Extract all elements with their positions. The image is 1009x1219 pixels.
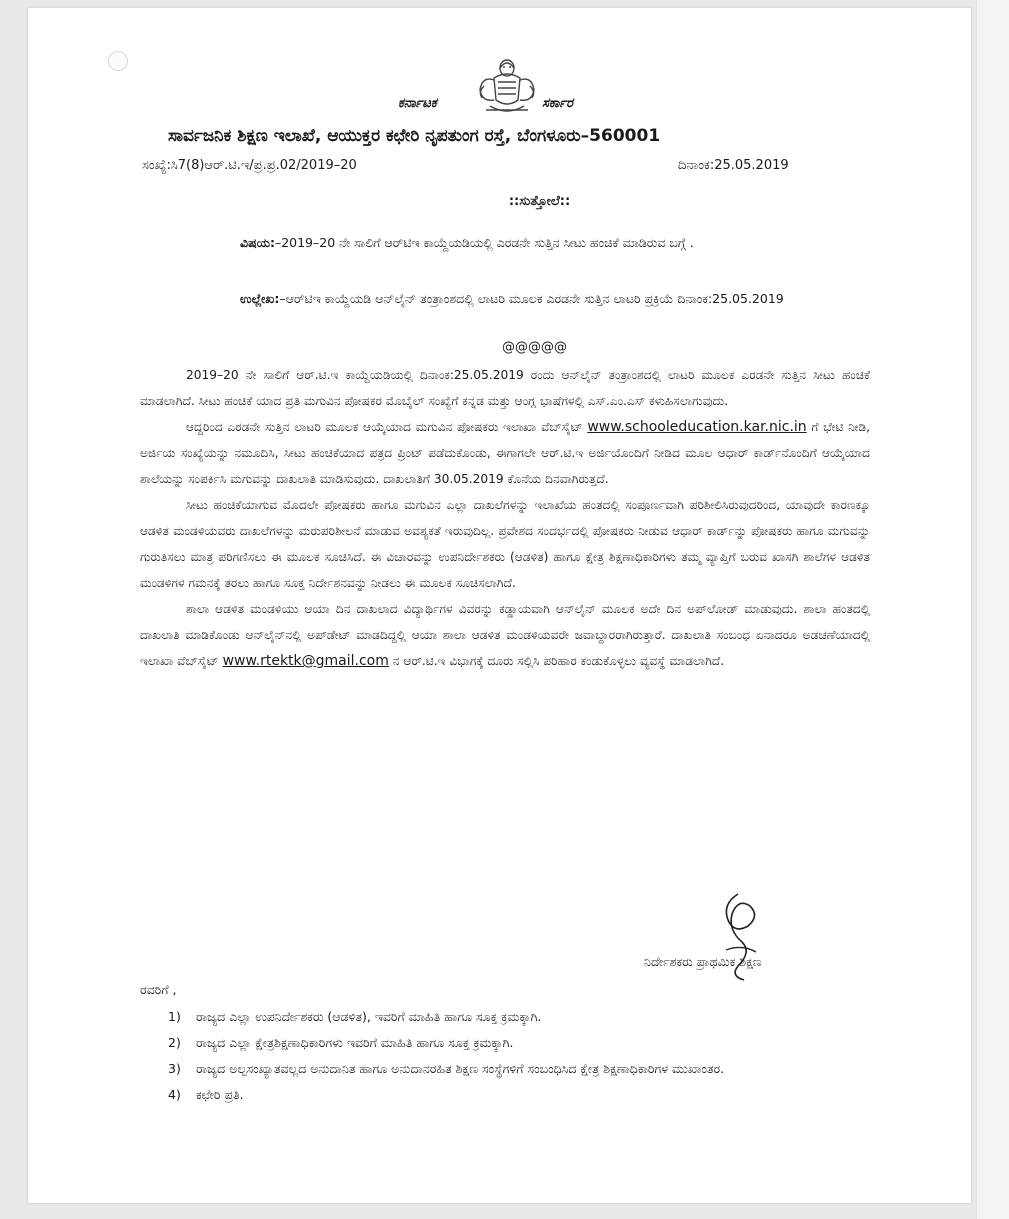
signature-mark — [708, 890, 768, 985]
subject-block — [240, 230, 810, 256]
state-name-left: ಕರ್ನಾಟಕ — [398, 96, 437, 111]
list-item-number: 3) — [168, 1061, 181, 1076]
list-item-text: ಕಛೇರಿ ಪ್ರತಿ. — [196, 1087, 244, 1102]
signatory-title: ನಿರ್ದೇಶಕರು ಪ್ರಾಥಮಿಕ ಶಿಕ್ಷಣ — [644, 954, 762, 969]
paragraph-4-end: ನ ಆರ್.ಟಿ.ಇ ವಿಭಾಗಕ್ಕೆ ದೂರು ಸಲ್ಲಿಸಿ ಪರಿಹಾರ ಕಂಡುಕೊಳ್ಳಲು ವ್ಯವಸ್ಥೆ ಮಾಡಲಾಗಿದೆ. — [392, 654, 725, 668]
circular-body — [140, 362, 870, 674]
list-item-text: ರಾಜ್ಯದ ಎಲ್ಲಾ ಕ್ಷೇತ್ರಶಿಕ್ಷಣಾಧಿಕಾರಿಗಳು ಇವರಿಗೆ ಮಾಹಿತಿ ಹಾಗೂ ಸೂಕ್ತ ಕ್ರಮಕ್ಕಾಗಿ. — [196, 1035, 514, 1050]
list-item — [168, 1004, 868, 1030]
recipient-list — [168, 1004, 868, 1108]
reference-number: ಸಂಖ್ಯೆ:ಸಿ7(8)ಆರ್.ಟಿ.ಇ/ಪ್ರ.ಪ್ರ.02/2019–20 — [142, 158, 357, 173]
department-address: ಸಾರ್ವಜನಿಕ ಶಿಕ್ಷಣ ಇಲಾಖೆ, ಆಯುಕ್ತರ ಕಛೇರಿ ನೃಪತುಂಗ ರಸ್ತೆ, ಬೆಂಗಳೂರು–560001 — [168, 126, 661, 146]
list-item — [168, 1056, 868, 1082]
paragraph-3: ಸೀಟು ಹಂಚಿಕೆಯಾಗುವ ಮೊದಲೇ ಪೋಷಕರು ಹಾಗೂ ಮಗುವಿನ ಎಲ್ಲಾ ದಾಖಲೆಗಳನ್ನು ಇಲಾಖೆಯ ಹಂತದಲ್ಲಿ ಸಂಪೂರ್ಣವಾಗಿ ಪರಿಶೀಲಿಸಿರುವುದರಿಂದ, ಯಾವುದೇ ಕಾರಣಕ್ಕೂ ಆಡಳಿತ ಮಂಡಳಿಯವರು ದಾಖಲೆಗಳನ್ನು ಮರುಪರಿಶೀಲನೆ ಮಾಡುವ ಅವಶ್ಯಕತೆ ಇರುವುದಿಲ್ಲ. ಪ್ರವೇಶದ ಸಂದರ್ಭದಲ್ಲಿ ಪೋಷಕರು ನೀಡುವ ಆಧಾರ್ ಕಾರ್ಡ್‌ನ್ನು ಪೋಷಕರು ಹಾಗೂ ಮಗುವನ್ನು ಗುರುತಿಸಲು ಮಾತ್ರ ಪರಿಗಣಿಸಲು ಈ ಮೂಲಕ ಸೂಚಿಸಿದೆ. ಈ ವಿಚಾರವನ್ನು ಉಪನಿರ್ದೇಶಕರು (ಆಡಳಿತ) ಹಾಗೂ ಕ್ಷೇತ್ರ ಶಿಕ್ಷಣಾಧಿಕಾರಿಗಳು ತಮ್ಮ ವ್ಯಾಪ್ತಿಗೆ ಬರುವ ಖಾಸಗಿ ಶಾಲೆಗಳ ಆಡಳಿತ ಮಂಡಳಿಗಳ ಗಮನಕ್ಕೆ ತರಲು ಹಾಗೂ ಸೂಕ್ತ ನಿರ್ದೇಶನವನ್ನು ನೀಡಲು ಈ ಮೂಲಕ ಸೂಚಿಸಲಾಗಿದೆ. — [140, 498, 870, 590]
list-item-number: 4) — [168, 1087, 181, 1102]
email-link[interactable]: www.rtektk@gmail.com — [222, 653, 389, 669]
state-emblem-icon — [472, 56, 542, 118]
list-item-text: ರಾಜ್ಯದ ಎಲ್ಲಾ ಉಪನಿರ್ದೇಶಕರು (ಆಡಳಿತ), ಇವರಿಗೆ ಮಾಹಿತಿ ಹಾಗೂ ಸೂಕ್ತ ಕ್ರಮಕ್ಕಾಗಿ. — [196, 1009, 542, 1024]
paragraph-1: 2019–20 ನೇ ಸಾಲಿಗೆ ಆರ್.ಟಿ.ಇ ಕಾಯ್ದೆಯಡಿಯಲ್ಲಿ ದಿನಾಂಕ:25.05.2019 ರಂದು ಆನ್‌ಲೈನ್ ತಂತ್ರಾಂಶದಲ್ಲಿ ಲಾಟರಿ ಮೂಲಕ ಎರಡನೇ ಸುತ್ತಿನ ಸೀಟು ಹಂಚಿಕೆ ಮಾಡಲಾಗಿದೆ. ಸೀಟು ಹಂಚಿಕೆ ಯಾದ ಪ್ರತಿ ಮಗುವಿನ ಪೋಷಕರ ಮೊಬೈಲ್ ಸಂಖ್ಯೆಗೆ ಕನ್ನಡ ಮತ್ತು ಆಂಗ್ಲ ಭಾಷೆಗಳಲ್ಲಿ ಎಸ್.ಎಂ.ಎಸ್ ಕಳುಹಿಸಲಾಗುವುದು. — [140, 368, 870, 408]
list-item-text: ರಾಜ್ಯದ ಅಲ್ಪಸಂಖ್ಯಾತವಲ್ಲದ ಅನುದಾನಿತ ಹಾಗೂ ಅನುದಾನರಹಿತ ಶಿಕ್ಷಣ ಸಂಸ್ಥೆಗಳಿಗೆ ಸಂಬಂಧಿಸಿದ ಕ್ಷೇತ್ರ ಶಿಕ್ಷಣಾಧಿಕಾರಿಗಳ ಮುಖಾಂತರ. — [196, 1061, 725, 1076]
document-page — [28, 8, 971, 1203]
viewer-side-strip — [976, 0, 1009, 1219]
paragraph-2 — [140, 414, 870, 492]
subject-text: –2019–20 ನೇ ಸಾಲಿಗೆ ಆರ್‌ಟಿಇ ಕಾಯ್ದೆಯಡಿಯಲ್ಲಿ ಎರಡನೇ ಸುತ್ತಿನ ಸೀಟು ಹಂಚಿಕೆ ಮಾಡಿರುವ ಬಗ್ಗೆ . — [274, 235, 694, 250]
paragraph-4 — [140, 596, 870, 674]
subject-label: ವಿಷಯ: — [240, 235, 275, 250]
paragraph-2-start: ಆದ್ದರಿಂದ ಎರಡನೇ ಸುತ್ತಿನ ಲಾಟರಿ ಮೂಲಕ ಆಯ್ಕೆಯಾದ ಮಗುವಿನ ಪೋಷಕರು ಇಲಾಖಾ ವೆಬ್‌ಸೈಟ್ — [186, 420, 583, 434]
list-item-number: 1) — [168, 1009, 181, 1024]
list-item-number: 2) — [168, 1035, 181, 1050]
list-item — [168, 1030, 868, 1056]
reference-block — [240, 286, 830, 312]
state-name-right: ಸರ್ಕಾರ — [542, 96, 573, 111]
paragraph-2-end: ಗೆ ಭೇಟಿ ನೀಡಿ, ಅರ್ಜಿಯ ಸಂಖ್ಯೆಯನ್ನು ನಮೂದಿಸಿ, ಸೀಟು ಹಂಚಿಕೆಯಾದ ಪತ್ರದ ಪ್ರಿಂಟ್ ಪಡೆದುಕೊಂಡು, ಈಗಾಗಲೇ ಆರ್.ಟಿ.ಇ ಅರ್ಜಿಯೊಂದಿಗೆ ನೀಡಿದ ಮೂಲ ಆಧಾರ್ ಕಾರ್ಡ್‌ನೊಂದಿಗೆ ಆಯ್ಕೆಯಾದ ಶಾಲೆಯನ್ನು ಸಂಪರ್ಕಿಸಿ ಮಗುವನ್ನು ದಾಖಲಾತಿ ಮಾಡಿಸುವುದು. ದಾಖಲಾತಿಗೆ 30.05.2019 ಕೊನೆಯ ದಿನವಾಗಿರುತ್ತದೆ. — [140, 420, 871, 486]
circular-title: ::ಸುತ್ತೋಲೆ:: — [508, 194, 571, 209]
website-link[interactable]: www.schooleducation.kar.nic.in — [587, 419, 807, 435]
paragraph-4-start: ಶಾಲಾ ಆಡಳಿತ ಮಂಡಳಿಯು ಆಯಾ ದಿನ ದಾಖಲಾದ ವಿದ್ಯಾರ್ಥಿಗಳ ವಿವರನ್ನು ಕಡ್ಡಾಯವಾಗಿ ಆನ್‌ಲೈನ್ ಮೂಲಕ ಅದೇ ದಿನ ಅಪ್‌ಲೋಡ್ ಮಾಡುವುದು. ಶಾಲಾ ಹಂತದಲ್ಲಿ ದಾಖಲಾತಿ ಮಾಡಿಕೊಂಡು ಆನ್‌ಲೈನ್‌ನಲ್ಲಿ ಅಪ್‌ಡೇಟ್ ಮಾಡದಿದ್ದಲ್ಲಿ ಆಯಾ ಶಾಲಾ ಆಡಳಿತ ಮಂಡಳಿಯವರೇ ಜವಾಬ್ದಾರರಾಗಿರುತ್ತಾರೆ. ದಾಖಲಾತಿ ಸಂಬಂಧ ಏನಾದರೂ ಅಡಚಣೆಯಾದಲ್ಲಿ ಇಲಾಖಾ ವೆಬ್‌ಸೈಟ್ — [140, 602, 870, 668]
reference-text: –ಆರ್‌ಟಿಇ ಕಾಯ್ದೆಯಡಿ ಆನ್‌ಲೈನ್ ತಂತ್ರಾಂಶದಲ್ಲಿ ಲಾಟರಿ ಮೂಲಕ ಎರಡನೇ ಸುತ್ತಿನ ಲಾಟರಿ ಪ್ರಕ್ರಿಯೆ ದಿನಾಂಕ:25.05.2019 — [279, 291, 784, 306]
list-item — [168, 1082, 868, 1108]
recipients-label: ರವರಿಗೆ , — [140, 982, 177, 997]
reference-label: ಉಲ್ಲೇಖ: — [240, 291, 280, 306]
punch-hole — [108, 51, 128, 71]
separator-marks: @@@@@ — [502, 340, 567, 355]
document-date: ದಿನಾಂಕ:25.05.2019 — [678, 158, 789, 173]
